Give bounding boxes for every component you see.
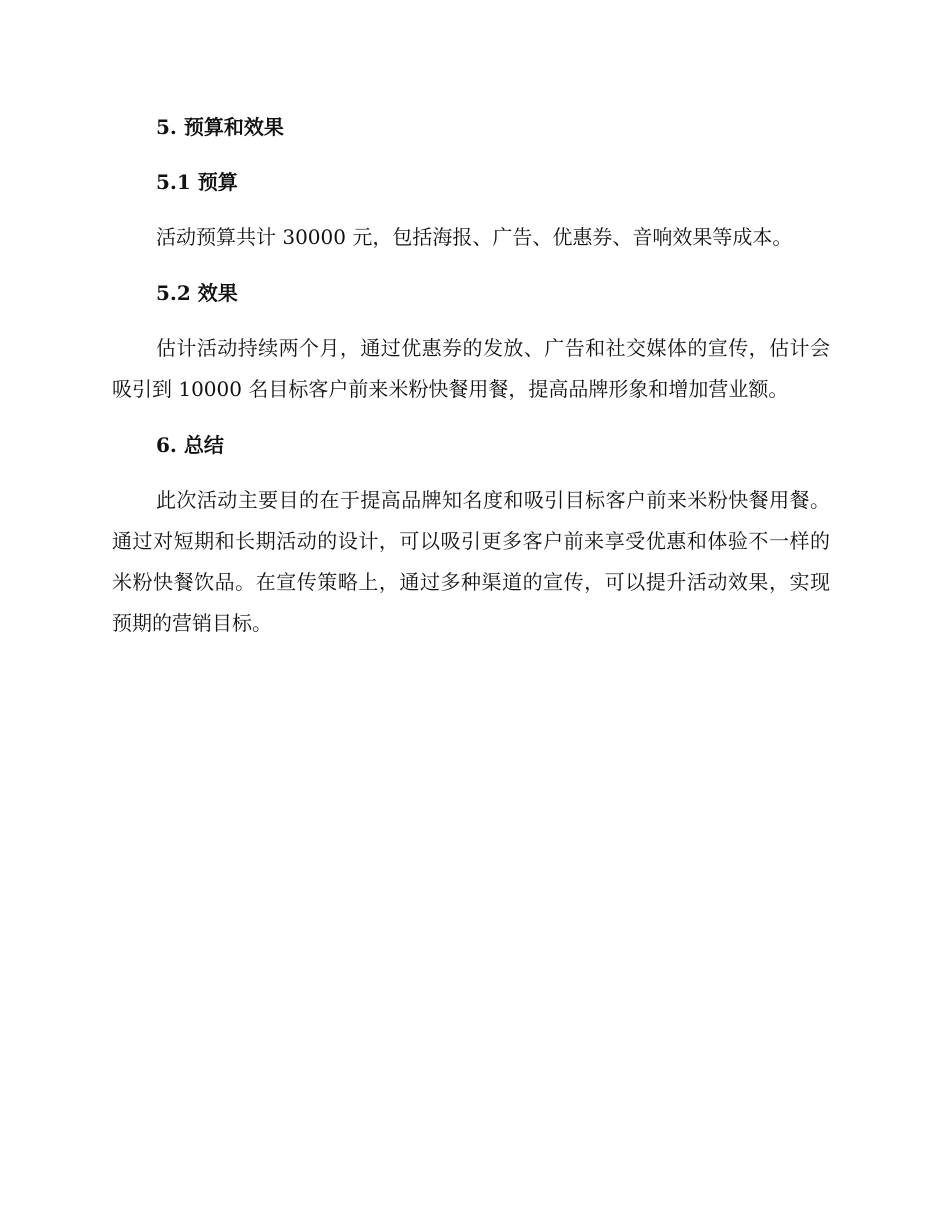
- section-5-2-heading: 5.2 效果: [156, 281, 238, 305]
- section-5-heading: 5. 预算和效果: [156, 115, 284, 139]
- section-6-heading: 6. 总结: [156, 433, 224, 457]
- effect-paragraph: 估计活动持续两个月，通过优惠券的发放、广告和社交媒体的宣传，估计会吸引到 10000 名目标客户前来米粉快餐用餐，提高品牌形象和增加营业额。: [112, 336, 830, 401]
- summary-paragraph: 此次活动主要目的在于提高品牌知名度和吸引目标客户前来米粉快餐用餐。通过对短期和长期活动的设计，可以吸引更多客户前来享受优惠和体验不一样的米粉快餐饮品。在宣传策略上，通过多种渠道的宣传，可以提升活动效果，实现预期的营销目标。: [112, 488, 830, 635]
- section-5-1-heading: 5.1 预算: [156, 170, 238, 194]
- budget-paragraph: 活动预算共计 30000 元，包括海报、广告、优惠券、音响效果等成本。: [156, 225, 793, 249]
- document-body: [112, 112, 830, 644]
